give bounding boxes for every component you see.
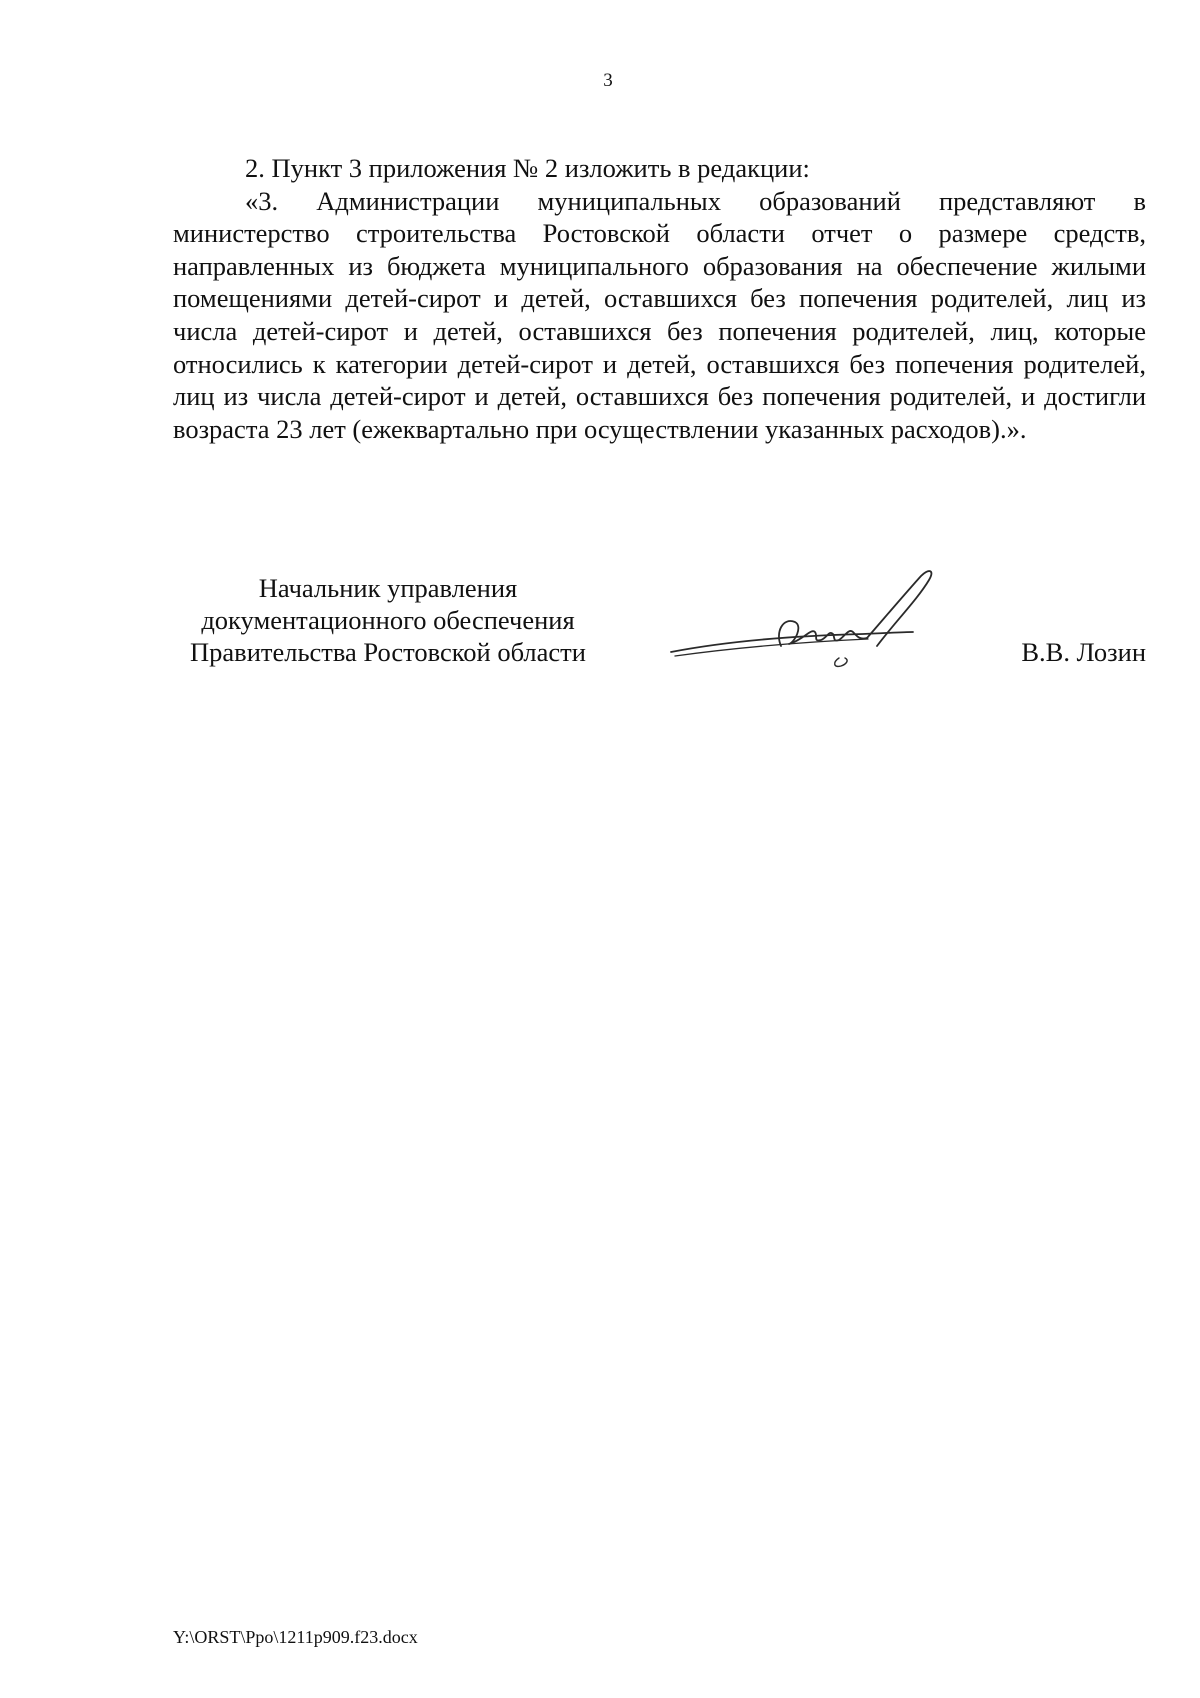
handwritten-signature: [663, 562, 963, 682]
file-path-footer: Y:\ORST\Ppo\1211p909.f23.docx: [173, 1627, 418, 1647]
page-number: 3: [603, 70, 613, 91]
paragraph-item-2: 2. Пункт 3 приложения № 2 изложить в редакции:: [245, 153, 810, 183]
paragraph-item-3-quote: «3. Администрации муниципальных образований представляют в министерство строительства Ростовской области отчет о размере средств, направленных из бюджета муниципального образования на обеспечение жилыми помещениями детей-сирот и детей, оставшихся без попечения родителей, лиц из числа детей-сирот и детей, оставшихся без попечения родителей, лиц, которые относились к категории детей-сирот и детей, оставшихся без попечения родителей, лиц из числа детей-сирот и детей, оставшихся без попечения родителей, и достигли возраста 23 лет (ежеквартально при осуществлении указанных расходов).».: [173, 185, 1146, 444]
signer-name: В.В. Лозин: [1021, 637, 1146, 667]
signer-position-line-2: документационного обеспечения: [201, 605, 575, 635]
signature-block: [173, 572, 1146, 692]
signer-position: [173, 572, 603, 668]
signer-position-line-1: Начальник управления: [258, 573, 518, 603]
document-body: [173, 152, 1146, 445]
signer-position-line-3: Правительства Ростовской области: [190, 637, 586, 667]
